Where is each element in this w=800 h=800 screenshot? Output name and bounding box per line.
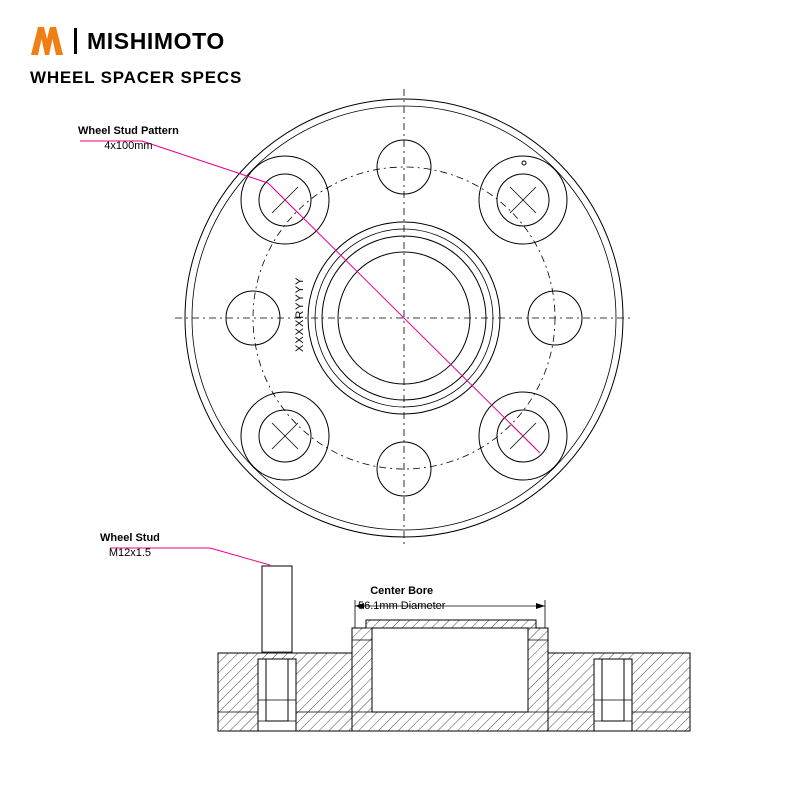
callout-title: Wheel Stud bbox=[100, 532, 160, 544]
callout-title: Center Bore bbox=[370, 585, 434, 597]
callout-value: 4x100mm bbox=[104, 139, 153, 152]
part-number-text: XXXXRYYYY bbox=[294, 276, 306, 352]
callout-title: Wheel Stud Pattern bbox=[78, 125, 179, 137]
cross-section-view bbox=[110, 548, 690, 731]
callout-value: 56.1mm Diameter bbox=[358, 599, 446, 612]
front-face-view bbox=[80, 89, 633, 547]
brand-name: MISHIMOTO bbox=[87, 27, 225, 54]
wheel-stud-leader-line bbox=[210, 548, 270, 565]
callout-wheel-stud-pattern bbox=[78, 124, 179, 154]
callout-center-bore bbox=[358, 584, 445, 614]
wheel-stud-shaft bbox=[262, 566, 292, 659]
page-subtitle: WHEEL SPACER SPECS bbox=[30, 68, 243, 87]
callout-value: M12x1.5 bbox=[108, 546, 152, 559]
callout-wheel-stud bbox=[100, 531, 160, 561]
